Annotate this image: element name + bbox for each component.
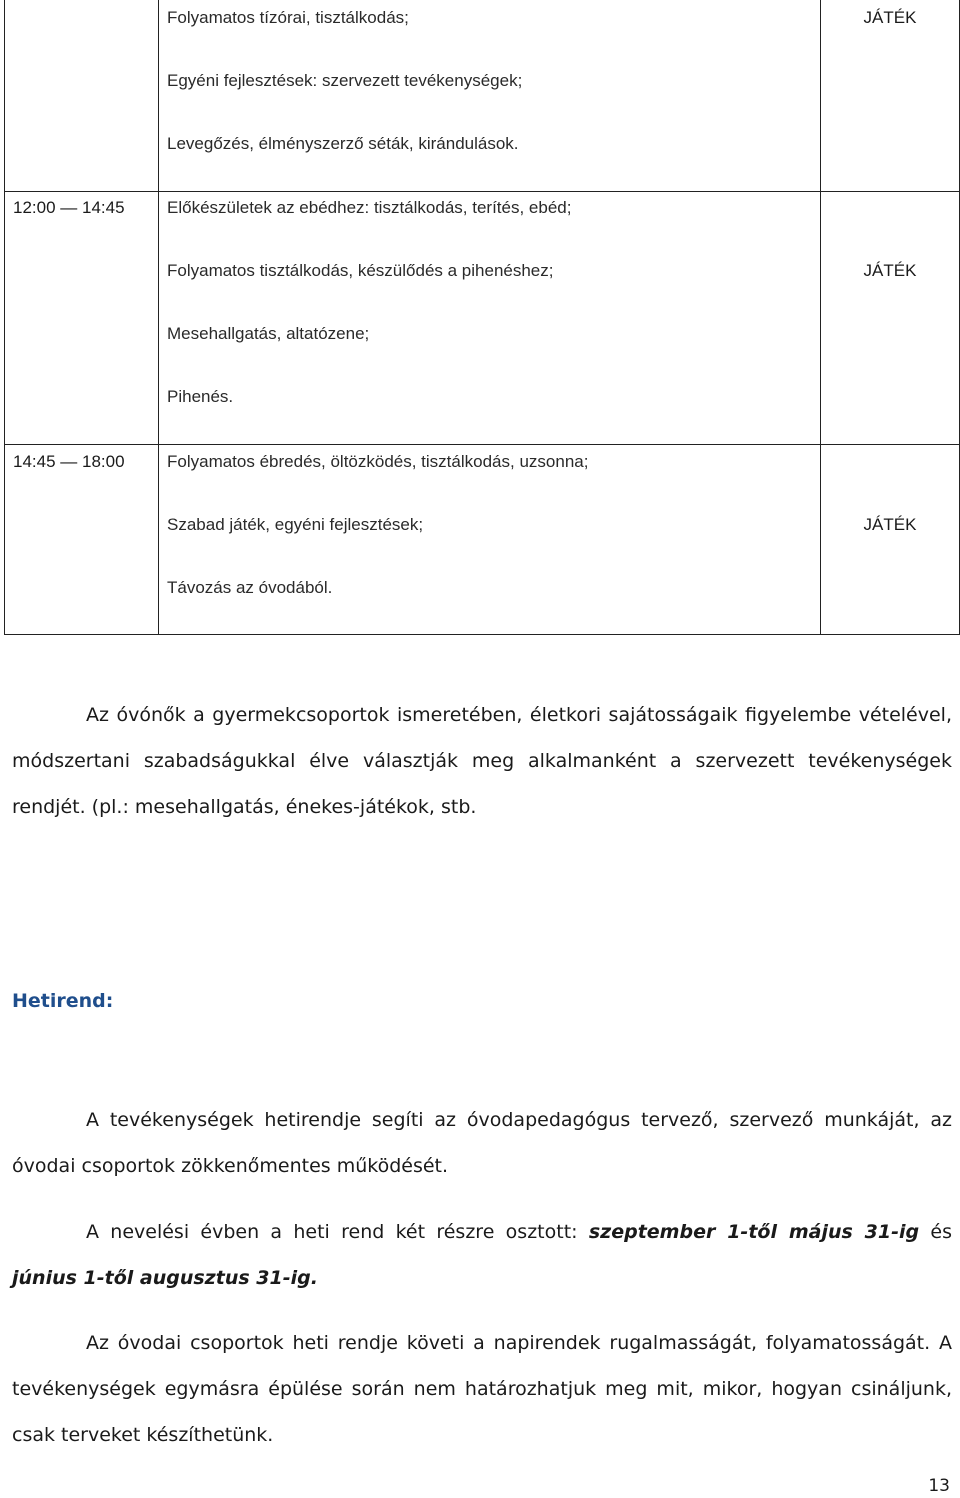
- activity-line: Előkészületek az ebédhez: tisztálkodás, terítés, ebéd;: [167, 198, 572, 217]
- daily-schedule-table: [4, 0, 960, 635]
- intro-paragraph-text: Az óvónők a gyermekcsoportok ismeretében, életkori sajátosságaik figyelembe vételével, módszertani szabadságukkal élve választják meg alkalmanként a szervezett tevékenységek rendjét. (pl.: mesehallgatás, énekes-játékok, stb.: [12, 704, 952, 818]
- activity-line: Folyamatos tisztálkodás, készülődés a pihenéshez;: [167, 261, 554, 280]
- activity-line: Folyamatos tízórai, tisztálkodás;: [167, 8, 409, 27]
- activity-line: Levegőzés, élményszerző séták, kirándulások.: [167, 134, 519, 153]
- play-cell: [821, 192, 960, 445]
- weekly-paragraph-3: [12, 1320, 952, 1458]
- play-label: JÁTÉK: [863, 261, 917, 280]
- activity-line: Folyamatos ébredés, öltözködés, tisztálkodás, uzsonna;: [167, 452, 589, 471]
- weekly-paragraph-2-lead: A nevelési évben a heti rend két részre osztott:: [86, 1221, 589, 1243]
- activity-line: Távozás az óvodából.: [167, 578, 333, 597]
- play-label: JÁTÉK: [863, 8, 917, 27]
- weekly-paragraph-1-text: A tevékenységek hetirendje segíti az óvodapedagógus tervező, szervező munkáját, az óvodai csoportok zökkenőmentes működését.: [12, 1109, 952, 1177]
- time-cell: [5, 445, 159, 635]
- table-row: [5, 445, 960, 635]
- intro-paragraph: [12, 692, 952, 830]
- activity-cell: [159, 445, 821, 635]
- activity-cell: [159, 0, 821, 192]
- period-1-emphasis: szeptember 1-től május 31-ig: [588, 1221, 920, 1243]
- weekly-paragraph-2: [12, 1209, 952, 1301]
- activity-line: Pihenés.: [167, 387, 234, 406]
- time-cell: [5, 192, 159, 445]
- play-label: JÁTÉK: [863, 515, 917, 534]
- weekly-paragraph-3-text: Az óvodai csoportok heti rendje követi a napirendek rugalmasságát, folyamatosságát. A tevékenységek egymásra épülése során nem határozhatjuk meg mit, mikor, hogyan csináljunk, csak terveket készíthetünk.: [12, 1332, 952, 1446]
- activity-cell: [159, 192, 821, 445]
- period-2-emphasis: június 1-től augusztus 31-ig.: [12, 1267, 318, 1289]
- table-row: [5, 0, 960, 192]
- activity-line: Szabad játék, egyéni fejlesztések;: [167, 515, 424, 534]
- weekly-paragraph-1: [12, 1097, 952, 1189]
- table-row: [5, 192, 960, 445]
- page-number: 13: [928, 1476, 950, 1496]
- activity-line: Egyéni fejlesztések: szervezett tevékenységek;: [167, 71, 523, 90]
- activity-line: Mesehallgatás, altatózene;: [167, 324, 370, 343]
- time-cell: [5, 0, 159, 192]
- weekly-paragraph-2-connector: és: [919, 1221, 952, 1243]
- play-cell: [821, 0, 960, 192]
- play-cell: [821, 445, 960, 635]
- time-range: 12:00 ― 14:45: [13, 198, 125, 217]
- section-heading-weekly-schedule: Hetirend:: [12, 990, 114, 1012]
- time-range: 14:45 ― 18:00: [13, 452, 125, 471]
